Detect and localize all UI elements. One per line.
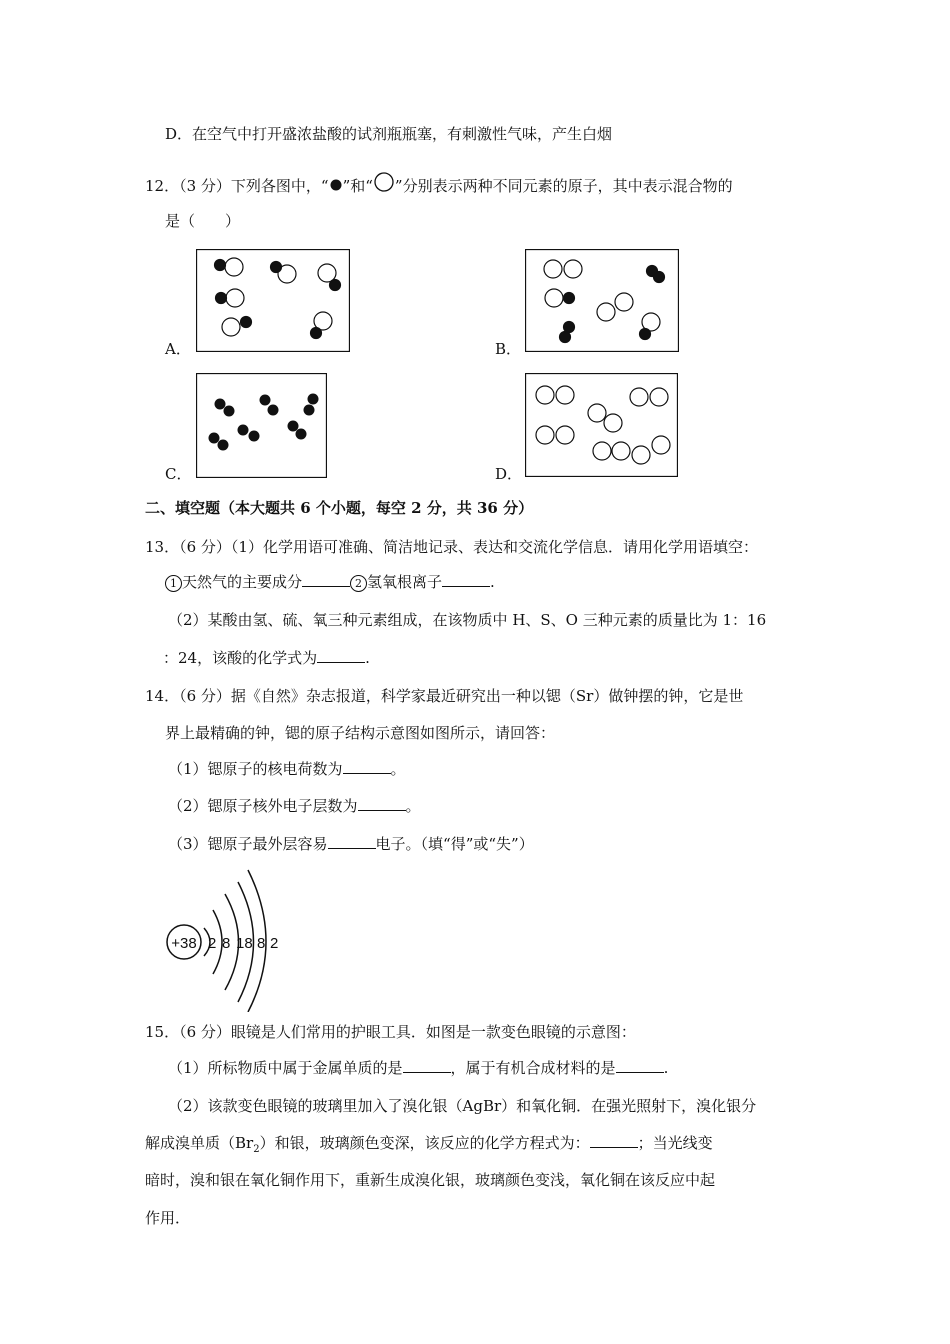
q12-option-d-label: D．	[495, 465, 523, 483]
nucleus-charge: +38	[171, 935, 197, 952]
q13-blank-1[interactable]	[302, 572, 350, 587]
circled-number-2: 2	[350, 575, 367, 592]
section-heading: 二、填空题（本大题共 6 个小题，每空 2 分，共 36 分）	[145, 499, 534, 517]
q12-option-c-diagram	[196, 373, 327, 478]
q13-blank-2[interactable]	[442, 572, 490, 587]
q13-part2: （2）某酸由氢、硫、氧三种元素组成，在该物质中 H、S、O 三种元素的质量比为 1：16	[168, 611, 767, 629]
q15-sub1: （1）所标物质中属于金属单质的是 ，属于有机合成材料的是 .	[168, 1059, 669, 1077]
q15-sub2-cont: 解成溴单质$(Br_2)$和银，玻璃颜色变深，该反应的化学方程式为： ；当光线变	[145, 1134, 713, 1155]
q12-option-b-diagram	[525, 249, 679, 352]
shell-1-electrons: 2	[208, 935, 217, 952]
q12-stem: 12．（3 分）下列各图中，“ ”和“ ”分别表示两种不同元素的原子，其中表示混合物的	[145, 171, 733, 196]
q15-stem: 15．（6 分）眼镜是人们常用的护眼工具．如图是一款变色眼镜的示意图：	[145, 1023, 636, 1041]
q13-blank-3[interactable]	[317, 648, 365, 663]
shell-3-electrons: 18	[236, 935, 253, 952]
black-atom-icon	[329, 178, 343, 192]
q12-option-d-diagram	[525, 373, 678, 477]
q14-sub2: （2）锶原子核外电子层数为 。	[168, 797, 421, 815]
q14-stem-line2: 界上最精确的钟，锶的原子结构示意图如图所示，请回答：	[165, 724, 556, 742]
q15-sub2-line4: 作用．	[145, 1209, 191, 1227]
q14-blank-2[interactable]	[358, 796, 406, 811]
q14-sub3: （3）锶原子最外层容易 电子。（填“得”或“失”）	[168, 835, 534, 853]
q13-stem: 13．（6 分）（1）化学用语可准确、简洁地记录、表达和交流化学信息．请用化学用语填空：	[145, 538, 758, 556]
q11-option-d: D．在空气中打开盛浓盐酸的试剂瓶瓶塞，有刺激性气味，产生白烟	[165, 125, 613, 143]
q12-option-c-label: C．	[165, 465, 192, 483]
shell-5-electrons: 2	[270, 935, 279, 952]
q15-blank-1[interactable]	[403, 1058, 451, 1073]
q12-stem-line2: 是（ ）	[165, 212, 241, 230]
q15-blank-3[interactable]	[590, 1133, 638, 1148]
circled-number-1: 1	[165, 575, 182, 592]
strontium-atom-diagram	[160, 866, 290, 1012]
q14-stem: 14．（6 分）据《自然》杂志报道，科学家最近研究出一种以锶（Sr）做钟摆的钟，它是世	[145, 687, 744, 705]
q14-blank-1[interactable]	[343, 759, 391, 774]
white-atom-icon	[373, 171, 395, 193]
shell-2-electrons: 8	[222, 935, 231, 952]
q15-sub2: （2）该款变色眼镜的玻璃里加入了溴化银（AgBr）和氧化铜．在强光照射下，溴化银分	[168, 1097, 757, 1115]
q13-part2-cont: ：24，该酸的化学式为 .	[163, 649, 370, 667]
q12-option-b-label: B．	[495, 340, 522, 358]
q12-option-a-diagram	[196, 249, 350, 352]
q14-blank-3[interactable]	[328, 834, 376, 849]
q15-sub2-line3: 暗时，溴和银在氧化铜作用下，重新生成溴化银，玻璃颜色变浅，氧化铜在该反应中起	[145, 1171, 716, 1189]
q12-option-a-label: A．	[165, 340, 191, 358]
q13-part1: 1 天然气的主要成分 2 氢氧根离子 .	[165, 572, 495, 592]
q14-sub1: （1）锶原子的核电荷数为 。	[168, 760, 406, 778]
shell-4-electrons: 8	[257, 935, 266, 952]
q15-blank-2[interactable]	[616, 1058, 664, 1073]
